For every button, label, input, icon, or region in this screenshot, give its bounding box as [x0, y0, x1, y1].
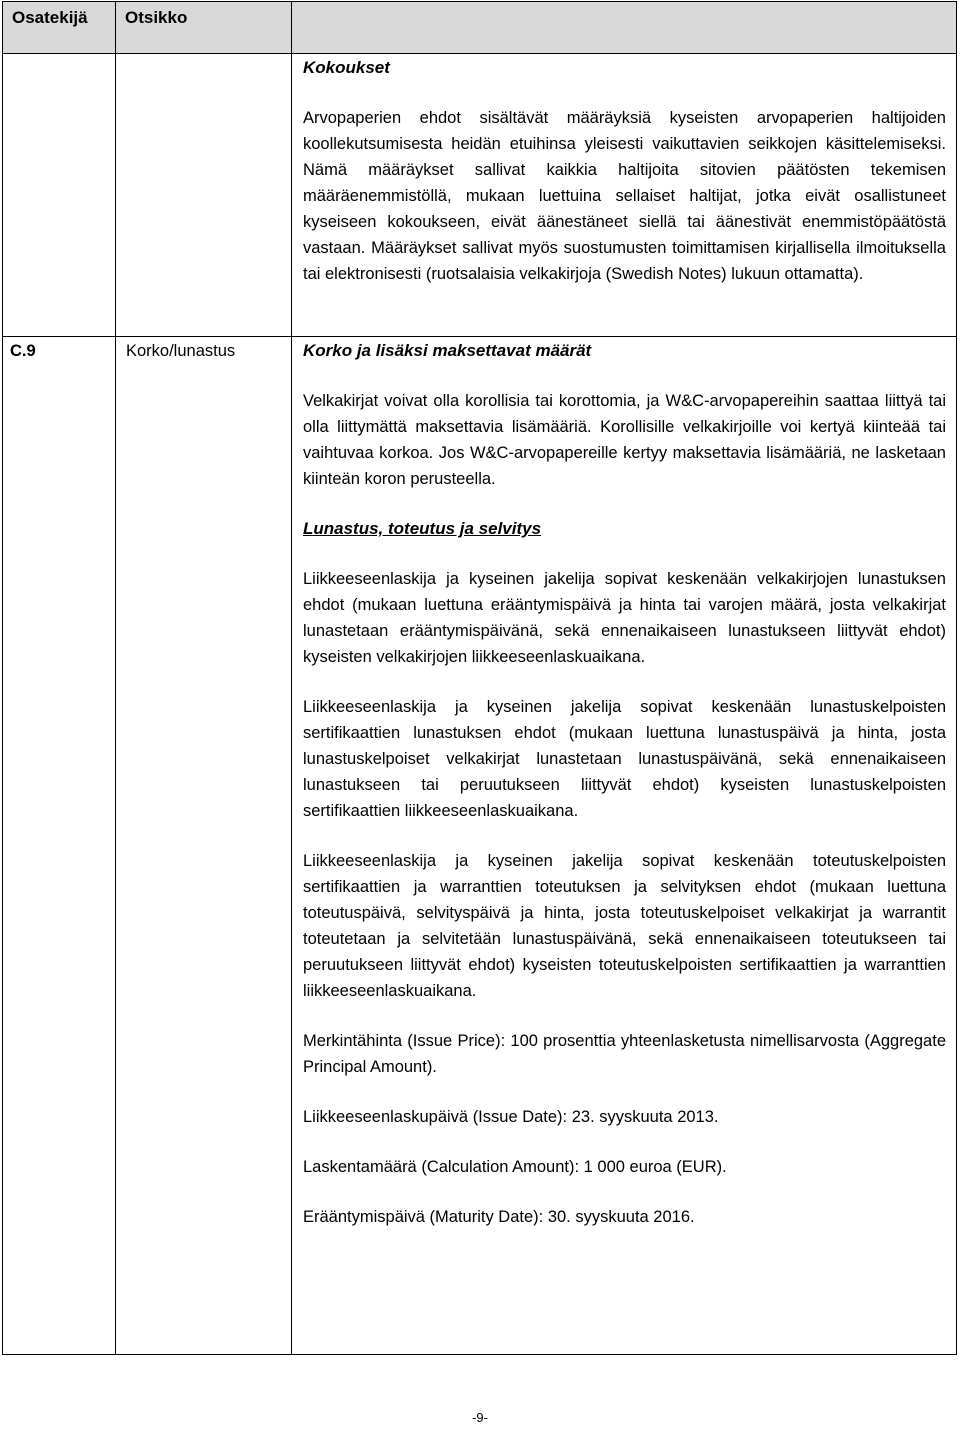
row-meetings-content: [303, 55, 946, 287]
column-divider: [291, 2, 292, 1354]
header-col-element: Osatekijä: [12, 8, 88, 27]
row-id: C.9: [10, 342, 36, 360]
header-col-title: Otsikko: [125, 8, 188, 27]
meetings-paragraph: Arvopaperien ehdot sisältävät määräyksiä kyseisten arvopaperien haltijoiden koollekutsumisesta heidän etuihinsa yleisesti vaikuttavien seikkojen käsittelemiseksi. Nämä määräykset sallivat kaikkia haltijoita sitovien päätösten tekemisen määräenemmistöllä, mukaan luettuina sellaiset haltijat, jotka eivät osallistuneet kyseiseen kokoukseen, eivät äänestäneet siellä tai äänestivät enemmistöpäätöstä vastaan. Määräykset sallivat myös suostumusten toimittamisen kirjallisella ilmoituksella tai elektronisesti (ruotsalaisia velkakirjoja (Swedish Notes) lukuun ottamatta).: [303, 109, 946, 283]
redemption-heading: Lunastus, toteutus ja selvitys: [303, 519, 542, 538]
redemption-paragraph-certificates: Liikkeeseenlaskija ja kyseinen jakelija sopivat keskenään lunastuskelpoisten sertifikaattien lunastuksen ehdot (mukaan luettuna lunastuspäivä ja hinta, josta lunastuskelpoiset velkakirjat lunastetaan lunastuspäivänä, sekä ennenaikaiseen lunastukseen tai peruutukseen liittyvät ehdot) kyseisten lunastuskelpoisten sertifikaattien liikkeeseenlaskuaikana.: [303, 698, 946, 820]
interest-heading: Korko ja lisäksi maksettavat määrät: [303, 341, 592, 360]
maturity-date-text: Erääntymispäivä (Maturity Date): 30. syyskuuta 2016.: [303, 1208, 695, 1226]
row-title: Korko/lunastus: [126, 342, 236, 360]
issue-date-text: Liikkeeseenlaskupäivä (Issue Date): 23. syyskuuta 2013.: [303, 1108, 719, 1126]
table-header: [3, 2, 956, 54]
meetings-heading: Kokoukset: [303, 58, 390, 77]
redemption-paragraph-warrants: Liikkeeseenlaskija ja kyseinen jakelija sopivat keskenään toteutuskelpoisten sertifikaattien ja warranttien toteutuksen ja selvityksen ehdot (mukaan luettuna toteutuspäivä, selvityspäivä ja hinta, josta toteutuskelpoiset velkakirjat ja warrantit toteutetaan ja selvitetään lunastuspäivänä, sekä ennenaikaiseen toteutukseen tai peruutukseen liittyvät ehdot) kyseisten toteutuskelpoisten sertifikaattien ja warranttien liikkeeseenlaskuaikana.: [303, 852, 946, 1000]
row-interest-content: [303, 338, 946, 1230]
calculation-amount-text: Laskentamäärä (Calculation Amount): 1 000 euroa (EUR).: [303, 1158, 727, 1176]
row-divider: [3, 336, 956, 337]
column-divider: [115, 2, 116, 1354]
redemption-paragraph-notes: Liikkeeseenlaskija ja kyseinen jakelija sopivat keskenään velkakirjojen lunastuksen ehdot (mukaan luettuna erääntymispäivä ja hinta tai varojen määrä, josta velkakirjat lunastetaan erääntymispäivänä, sekä ennenaikaiseen lunastukseen liittyvät ehdot) kyseisten velkakirjojen liikkeeseenlaskuaikana.: [303, 570, 946, 666]
page-number: -9-: [472, 1410, 488, 1425]
issue-price-text: Merkintähinta (Issue Price): 100 prosenttia yhteenlasketusta nimellisarvosta (Aggregate Principal Amount).: [303, 1032, 946, 1076]
interest-paragraph: Velkakirjat voivat olla korollisia tai korottomia, ja W&C-arvopapereihin saattaa liittyä tai olla liittymättä maksettavia lisämääriä. Korollisille velkakirjoille voi kertyä kiinteää tai vaihtuvaa korkoa. Jos W&C-arvopapereille kertyy maksettavia lisämääriä, ne lasketaan kiinteän koron perusteella.: [303, 392, 946, 488]
